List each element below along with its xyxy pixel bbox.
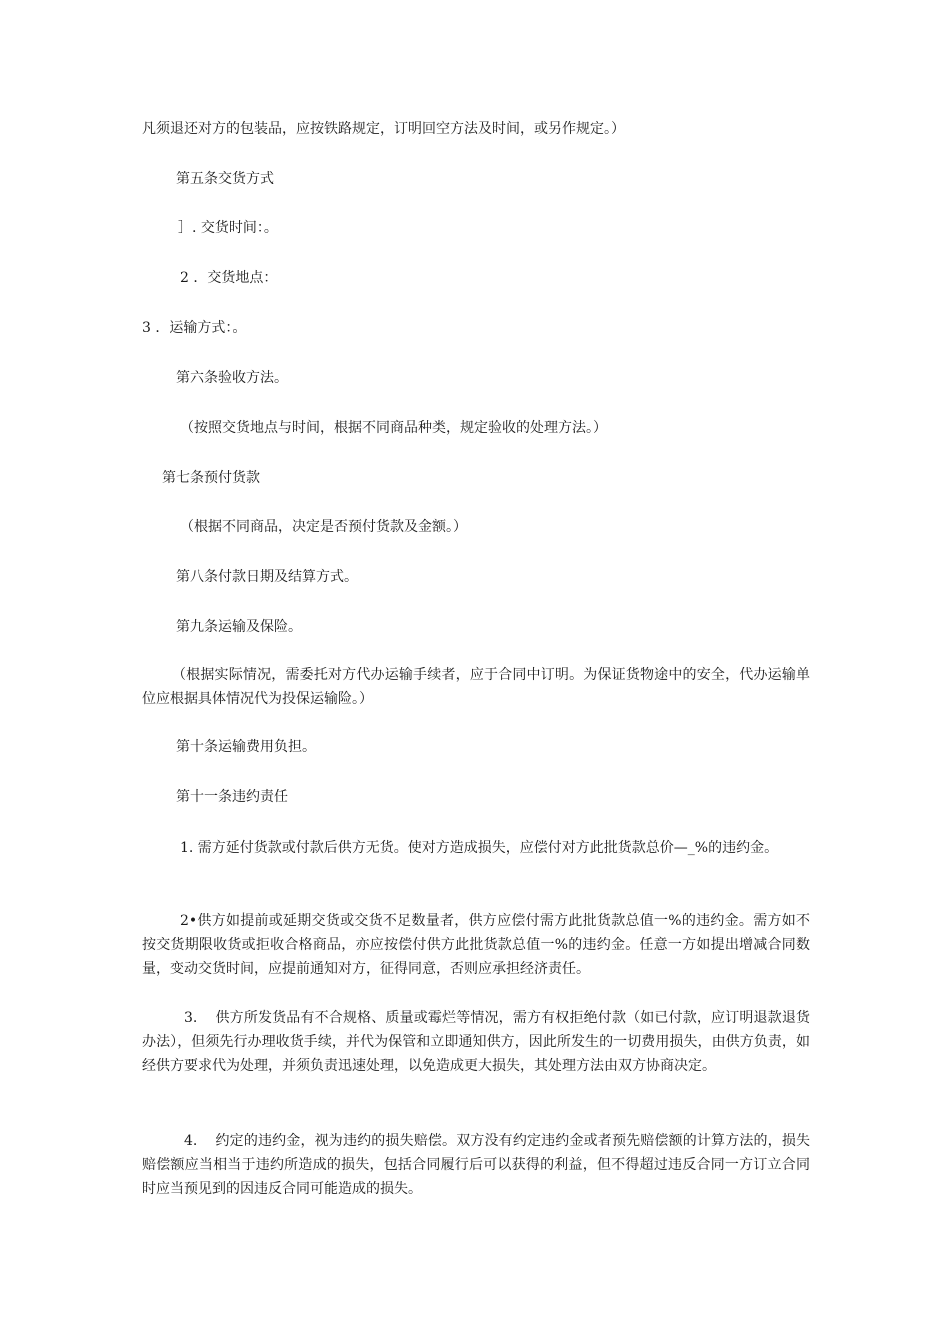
article-11-item-3: [142, 1006, 810, 1078]
article-6-title: 第六条验收方法。: [176, 370, 288, 386]
article-9-note: （根据实际情况，需委托对方代办运输手续者，应于合同中订明。为保证货物途中的安全，代办运输单位应根据具体情况代为投保运输险。）: [142, 667, 810, 707]
article-7-title: 第七条预付货款: [162, 470, 260, 486]
article-11-item-1: 1. 需方延付货款或付款后供方无货。使对方造成损失，应偿付对方此批货款总价—_%的违约金。: [180, 840, 779, 856]
article-11-item-2: 2•供方如提前或延期交货或交货不足数量者，供方应偿付需方此批货款总值一%的违约金。需方如不按交货期限收货或拒收合格商品，亦应按偿付供方此批货款总值一%的违约金。任意一方如提出增减合同数量，变动交货时间，应提前通知对方，征得同意，否则应承担经济责任。: [142, 913, 810, 977]
article-8-title: 第八条付款日期及结算方式。: [176, 569, 358, 585]
article-5-item-3: 3 ．运输方式：。: [142, 320, 247, 336]
article-5-title: 第五条交货方式: [176, 171, 274, 187]
article-5-item-1: ］. 交货时间：。: [178, 220, 278, 236]
item-4-text: 约定的违约金，视为违约的损失赔偿。双方没有约定违约金或者预先赔偿额的计算方法的，损失赔偿额应当相当于违约所造成的损失，包括合同履行后可以获得的利益，但不得超过违反合同一方订立合同时应当预见到的因违反合同可能造成的损失。: [142, 1133, 810, 1197]
article-11-item-4: [142, 1129, 810, 1201]
article-5-item-2: 2 ．交货地点：: [180, 270, 278, 286]
packaging-return-note: 凡须退还对方的包装品，应按铁路规定，订明回空方法及时间，或另作规定。）: [142, 121, 625, 137]
article-6-note: （按照交货地点与时间，根据不同商品种类，规定验收的处理方法。）: [180, 420, 607, 436]
article-10-title: 第十条运输费用负担。: [176, 739, 316, 755]
item-4-number: 4.: [184, 1133, 198, 1149]
item-3-number: 3.: [184, 1010, 198, 1026]
article-11-title: 第十一条违约责任: [176, 789, 288, 805]
item-3-text: 供方所发货品有不合规格、质量或霉烂等情况，需方有权拒绝付款（如已付款，应订明退款退货办法），但须先行办理收货手续，并代为保管和立即通知供方，因此所发生的一切费用损失，由供方负责，如经供方要求代为处理，并须负责迅速处理，以免造成更大损失，其处理方法由双方协商决定。: [142, 1010, 810, 1074]
article-7-note: （根据不同商品，决定是否预付货款及金额。）: [180, 519, 467, 535]
article-9-title: 第九条运输及保险。: [176, 619, 302, 635]
